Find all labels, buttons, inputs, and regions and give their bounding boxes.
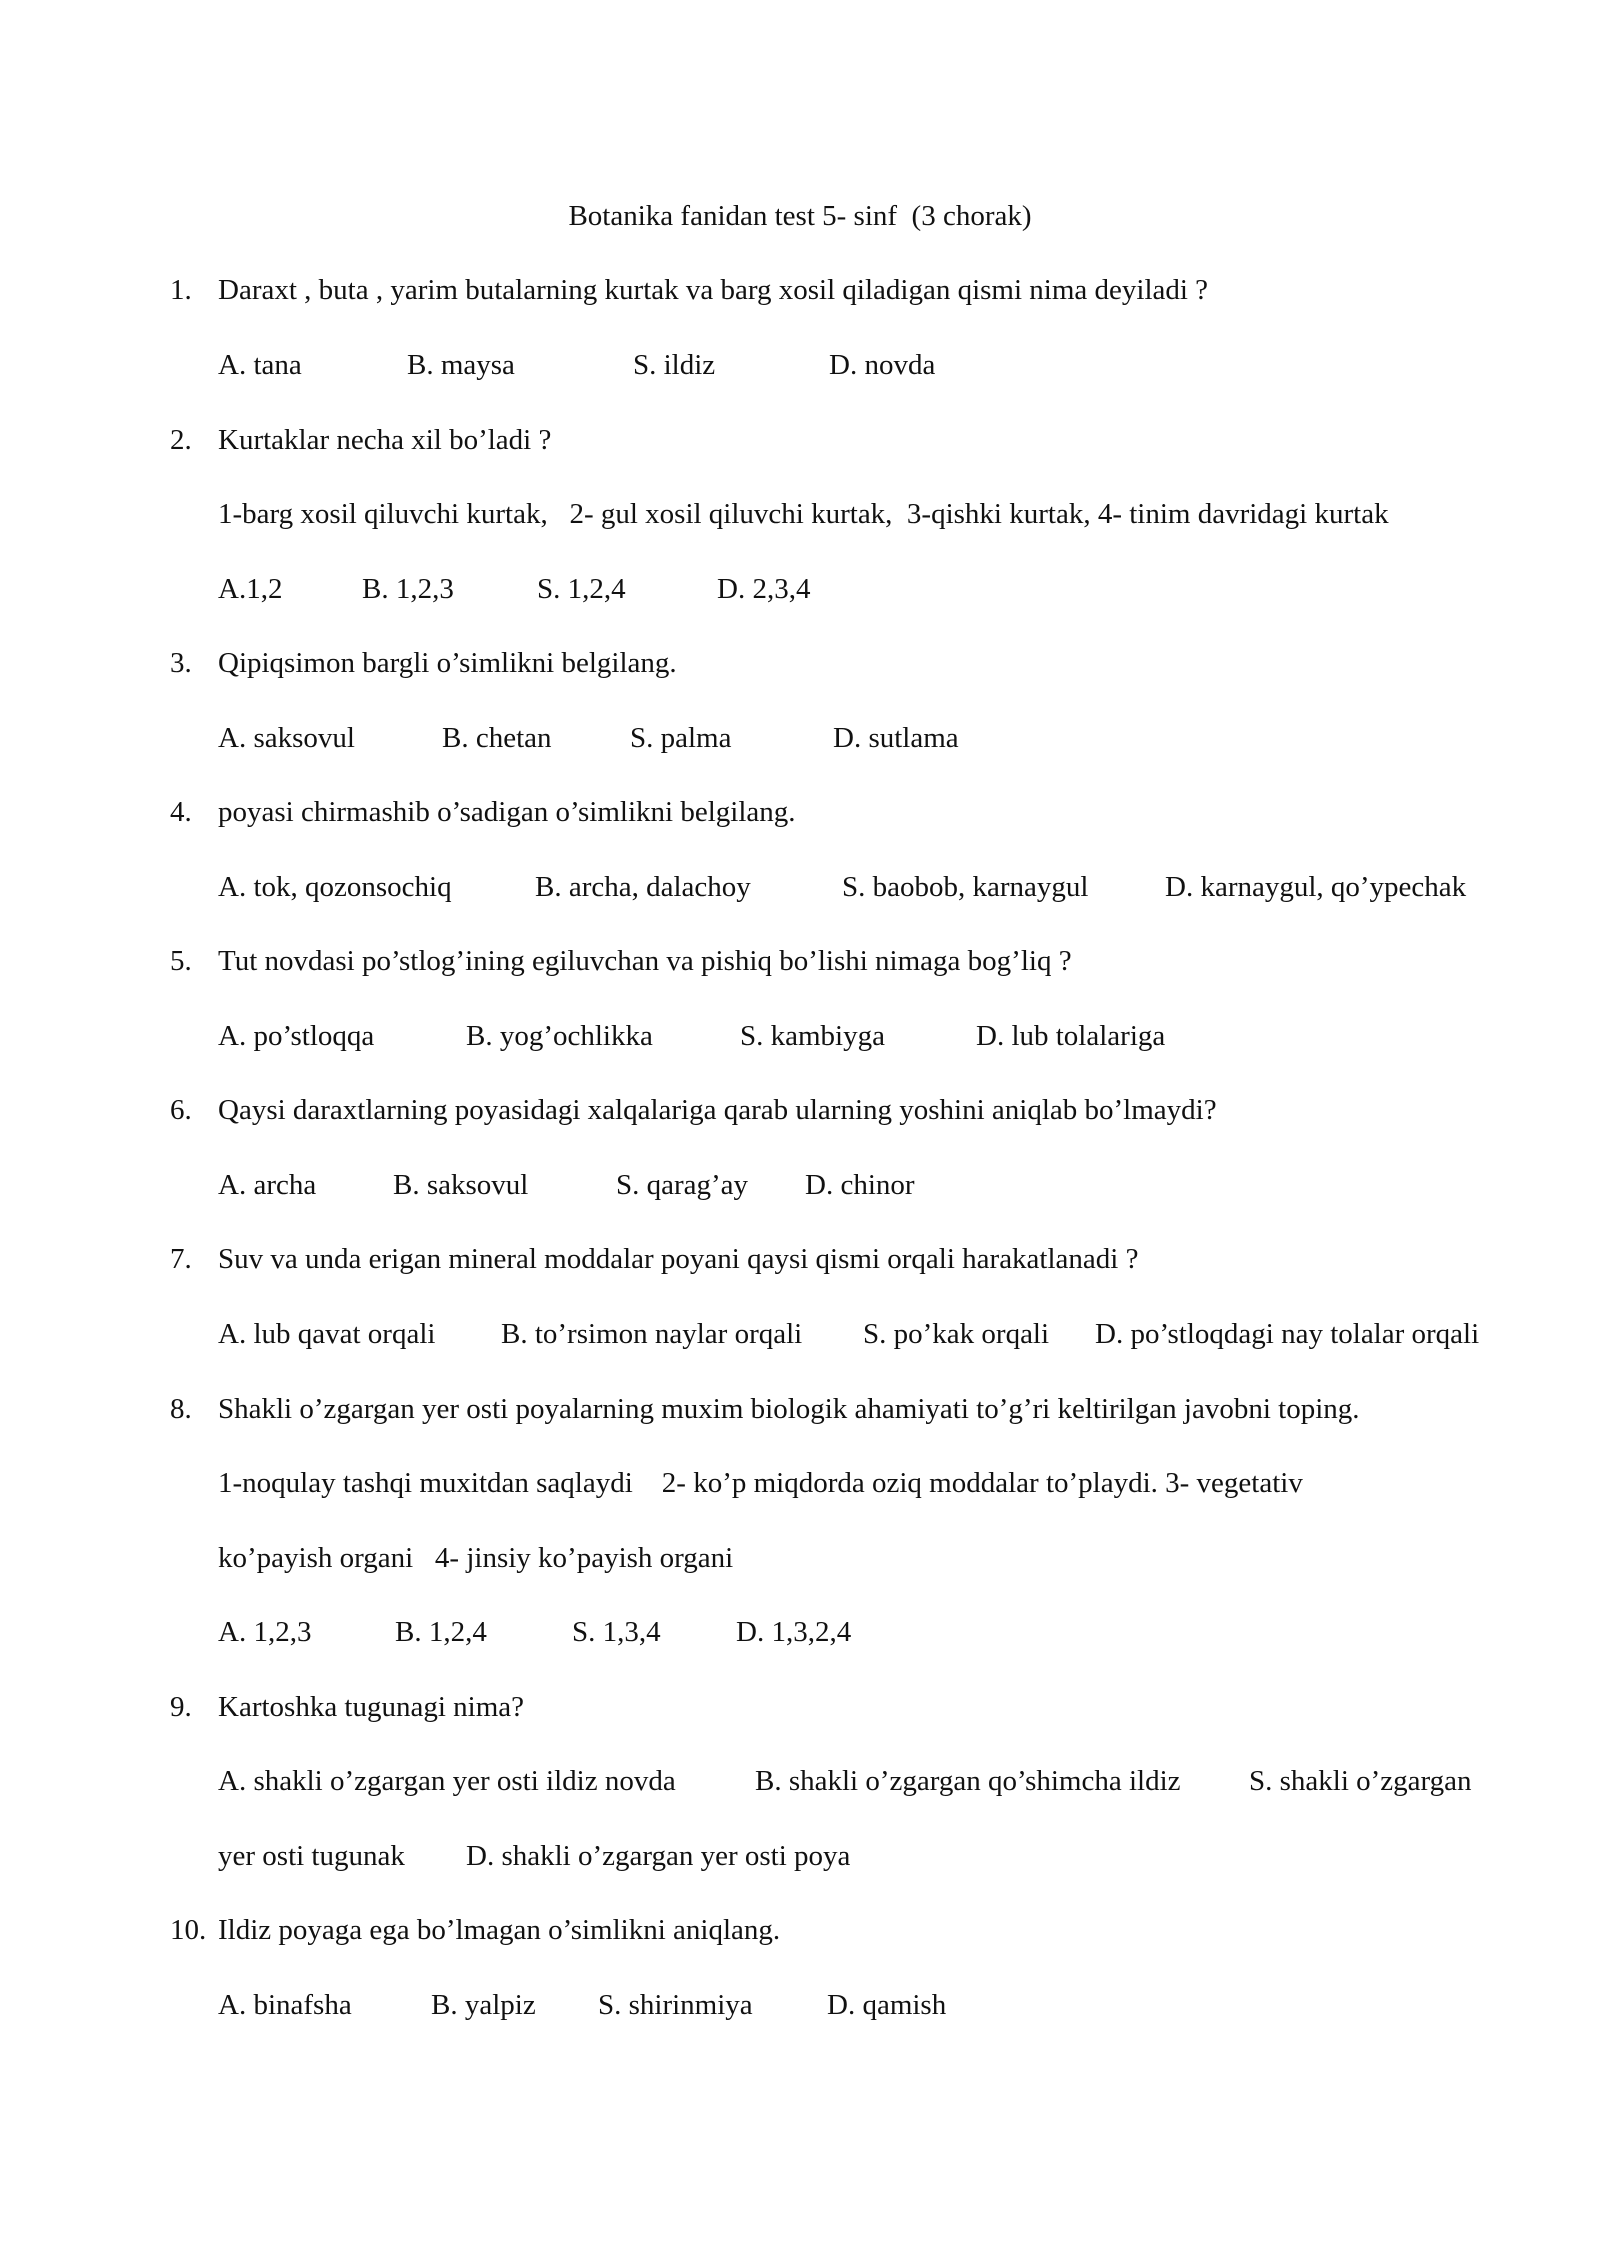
option-d: D. novda [829, 349, 936, 381]
question-text: Ildiz poyaga ega bo’lmagan o’simlikni aniqlang. [218, 1914, 781, 1946]
option-b: B. maysa [407, 349, 515, 381]
question-number: 1. [170, 274, 192, 306]
question-text: Shakli o’zgargan yer osti poyalarning muxim biologik ahamiyati to’g’ri keltirilgan javobni toping. [218, 1393, 1360, 1425]
question-text: Qipiqsimon bargli o’simlikni belgilang. [218, 647, 677, 679]
option-d: D. 1,3,2,4 [736, 1616, 852, 1648]
question-8 [170, 1389, 1360, 1429]
question-statements-continued: ko’payish organi 4- jinsiy ko’payish organi [218, 1542, 734, 1574]
option-d: D. karnaygul, qo’ypechak [1165, 871, 1467, 903]
question-text: Kurtaklar necha xil bo’ladi ? [218, 424, 552, 456]
option-b: B. saksovul [393, 1169, 529, 1201]
question-number: 6. [170, 1094, 192, 1126]
option-s: S. kambiyga [740, 1020, 885, 1052]
option-s: S. shakli o’zgargan [1249, 1765, 1472, 1797]
option-d: D. lub tolalariga [976, 1020, 1166, 1052]
option-s: S. po’kak orqali [863, 1318, 1050, 1350]
option-s: S. palma [630, 722, 732, 754]
option-a: A. 1,2,3 [218, 1616, 312, 1648]
question-statements: 1-noqulay tashqi muxitdan saqlaydi 2- ko’p miqdorda oziq moddalar to’playdi. 3- vegetativ [218, 1467, 1303, 1499]
question-2 [170, 420, 551, 460]
question-text: poyasi chirmashib o’sadigan o’simlikni belgilang. [218, 796, 796, 828]
option-a: A. saksovul [218, 722, 355, 754]
question-text: Suv va unda erigan mineral moddalar poyani qaysi qismi orqali harakatlanadi ? [218, 1243, 1139, 1275]
option-d: D. 2,3,4 [717, 573, 811, 605]
question-number: 2. [170, 424, 192, 456]
option-d: D. po’stloqdagi nay tolalar orqali [1095, 1318, 1480, 1350]
question-number: 10. [170, 1914, 207, 1946]
question-6 [170, 1090, 1217, 1130]
option-s: S. ildiz [633, 349, 716, 381]
option-a: A. shakli o’zgargan yer osti ildiz novda [218, 1765, 676, 1797]
question-number: 8. [170, 1393, 192, 1425]
question-3 [170, 643, 677, 683]
option-b: B. yalpiz [431, 1989, 536, 2021]
option-a: A. binafsha [218, 1989, 352, 2021]
option-a: A. lub qavat orqali [218, 1318, 436, 1350]
question-9 [170, 1687, 524, 1727]
option-a: A. po’stloqqa [218, 1020, 375, 1052]
option-a: A. tok, qozonsochiq [218, 871, 452, 903]
option-a: A. archa [218, 1169, 317, 1201]
question-number: 5. [170, 945, 192, 977]
option-s: S. 1,3,4 [572, 1616, 661, 1648]
question-statements: 1-barg xosil qiluvchi kurtak, 2- gul xosil qiluvchi kurtak, 3-qishki kurtak, 4- tinim davridagi kurtak [218, 498, 1389, 530]
question-4 [170, 792, 796, 832]
question-7 [170, 1239, 1138, 1279]
question-text: Qaysi daraxtlarning poyasidagi xalqalariga qarab ularning yoshini aniqlab bo’lmaydi? [218, 1094, 1217, 1126]
question-number: 4. [170, 796, 192, 828]
option-a: A. tana [218, 349, 302, 381]
option-b: B. archa, dalachoy [535, 871, 751, 903]
option-b: B. to’rsimon naylar orqali [501, 1318, 803, 1350]
option-s: S. baobob, karnaygul [842, 871, 1089, 903]
option-s: S. qarag’ay [616, 1169, 749, 1201]
option-b: B. chetan [442, 722, 552, 754]
option-a: A.1,2 [218, 573, 283, 605]
question-text: Tut novdasi po’stlog’ining egiluvchan va pishiq bo’lishi nimaga bog’liq ? [218, 945, 1072, 977]
option-b: B. shakli o’zgargan qo’shimcha ildiz [755, 1765, 1181, 1797]
page-title: Botanika fanidan test 5- sinf (3 chorak) [568, 200, 1032, 232]
option-d: D. qamish [827, 1989, 947, 2021]
question-number: 7. [170, 1243, 192, 1275]
option-b: B. yog’ochlikka [466, 1020, 653, 1052]
question-text: Daraxt , buta , yarim butalarning kurtak va barg xosil qiladigan qismi nima deyiladi ? [218, 274, 1209, 306]
option-d: D. sutlama [833, 722, 959, 754]
question-text: Kartoshka tugunagi nima? [218, 1691, 525, 1723]
option-s-continued: yer osti tugunak [218, 1840, 405, 1872]
option-d: D. chinor [805, 1169, 915, 1201]
option-b: B. 1,2,3 [362, 573, 454, 605]
option-b: B. 1,2,4 [395, 1616, 487, 1648]
option-s: S. shirinmiya [598, 1989, 753, 2021]
question-10 [170, 1910, 780, 1950]
option-s: S. 1,2,4 [537, 573, 626, 605]
question-number: 9. [170, 1691, 192, 1723]
option-d: D. shakli o’zgargan yer osti poya [466, 1840, 851, 1872]
question-5 [170, 941, 1072, 981]
question-number: 3. [170, 647, 192, 679]
question-1 [170, 270, 1208, 310]
